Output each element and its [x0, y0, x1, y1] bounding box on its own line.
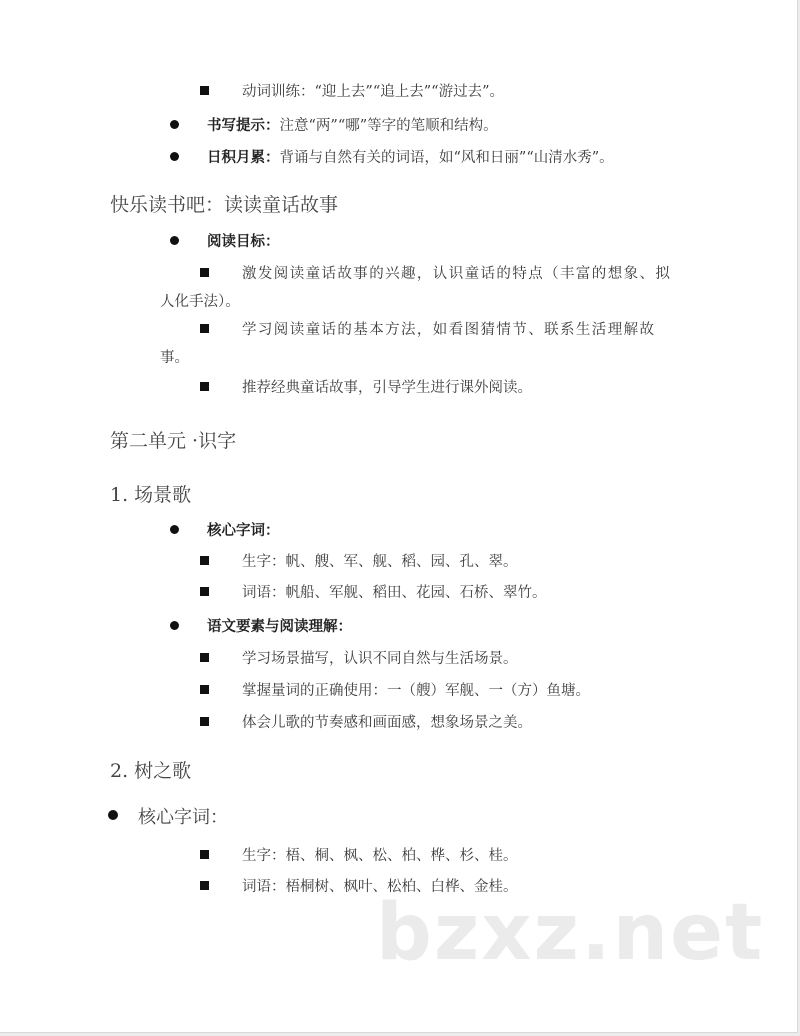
- lesson-heading: 2. 树之歌: [110, 760, 192, 782]
- square-bullet-icon: [200, 556, 209, 565]
- list-item: 体会儿歌的节奏感和画面感，想象场景之美。: [242, 715, 532, 731]
- list-item: [207, 615, 352, 636]
- square-bullet-icon: [200, 717, 209, 726]
- bullet-icon: [170, 120, 179, 129]
- square-bullet-icon: [200, 881, 209, 890]
- square-bullet-icon: [200, 653, 209, 662]
- list-item: 激发阅读童话故事的兴趣，认识童话的特点（丰富的想象、拟: [242, 266, 672, 282]
- lesson-heading: 1. 场景歌: [110, 484, 192, 506]
- item-text: 注意“两”“哪”等字的笔顺和结构。: [279, 118, 498, 134]
- list-item: 词语：梧桐树、枫叶、松柏、白桦、金桂。: [242, 879, 518, 895]
- bullet-icon: [170, 525, 179, 534]
- list-item: 学习场景描写，认识不同自然与生活场景。: [242, 651, 518, 667]
- square-bullet-icon: [200, 324, 209, 333]
- watermark: bzxz.net: [376, 888, 765, 978]
- bullet-icon: [108, 810, 118, 820]
- list-item: 掌握量词的正确使用：一（艘）军舰、一（方）鱼塘。: [242, 683, 590, 699]
- list-item: 核心字词：: [138, 807, 228, 828]
- list-item: 生字：梧、桐、枫、松、柏、桦、杉、桂。: [242, 848, 518, 864]
- list-item: [207, 146, 614, 167]
- square-bullet-icon: [200, 86, 209, 95]
- list-item: 生字：帆、艘、军、舰、稻、园、孔、翠。: [242, 554, 518, 570]
- list-item-continuation: 事。: [160, 350, 189, 366]
- list-item: 动词训练：“迎上去”“追上去”“游过去”。: [242, 84, 504, 100]
- bullet-icon: [170, 152, 179, 161]
- square-bullet-icon: [200, 587, 209, 596]
- item-label: 日积月累：: [207, 149, 280, 166]
- item-label: 语文要素与阅读理解：: [207, 618, 352, 635]
- bullet-icon: [170, 236, 179, 245]
- list-item: 词语：帆船、军舰、稻田、花园、石桥、翠竹。: [242, 585, 547, 601]
- bullet-icon: [170, 621, 179, 630]
- list-item: [207, 230, 280, 251]
- unit-heading: 第二单元 ·识字: [110, 430, 237, 452]
- list-item-continuation: 人化手法）。: [160, 294, 240, 310]
- square-bullet-icon: [200, 268, 209, 277]
- list-item: [207, 114, 498, 135]
- item-text: 背诵与自然有关的词语，如“风和日丽”“山清水秀”。: [279, 150, 614, 166]
- list-item: 推荐经典童话故事，引导学生进行课外阅读。: [242, 380, 532, 396]
- square-bullet-icon: [200, 850, 209, 859]
- list-item: [207, 519, 280, 540]
- square-bullet-icon: [200, 685, 209, 694]
- section-heading: 快乐读书吧：读读童话故事: [110, 194, 339, 216]
- item-label: 核心字词：: [207, 522, 280, 539]
- item-label: 阅读目标：: [207, 233, 280, 250]
- item-label: 书写提示：: [207, 117, 280, 134]
- square-bullet-icon: [200, 382, 209, 391]
- list-item: 学习阅读童话的基本方法，如看图猜情节、联系生活理解故: [242, 322, 656, 338]
